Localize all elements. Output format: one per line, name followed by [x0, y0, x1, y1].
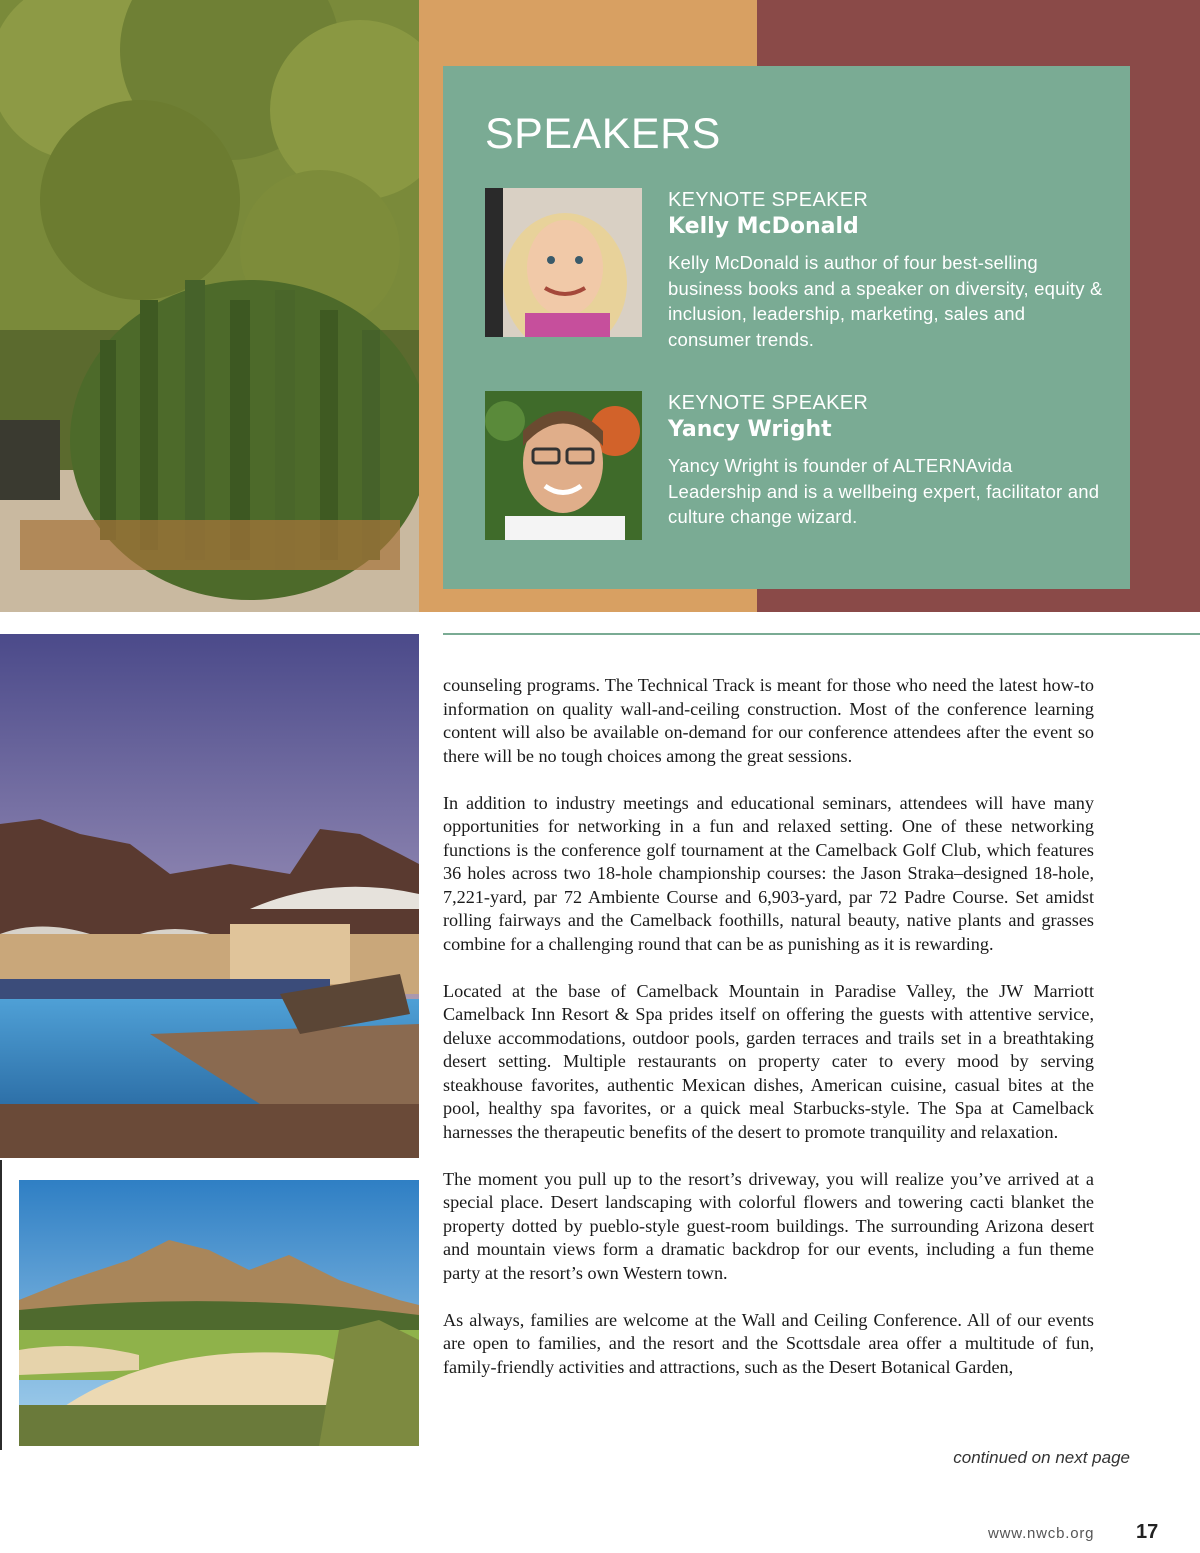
continued-note: continued on next page [953, 1448, 1130, 1467]
speaker-role: KEYNOTE SPEAKER [668, 392, 869, 414]
resort-pool-photo [0, 634, 419, 1158]
page-number: 17 [1136, 1521, 1159, 1543]
golf-course-photo [19, 1180, 419, 1446]
speakers-heading: SPEAKERS [485, 110, 721, 158]
section-divider [443, 633, 1200, 635]
speaker-role: KEYNOTE SPEAKER [668, 189, 869, 211]
speaker-bio: Kelly McDonald is author of four best-selling business books and a speaker on diversity, equity & inclusion, leadership, marketing, sales and consumer trends. [668, 252, 1103, 350]
article-paragraph: In addition to industry meetings and educational seminars, attendees will have many opportunities for networking in a fun and relaxed setting. One of these networking functions is the conference golf tournament at the Camelback Golf Club, which features 36 holes across two 18-hole championship courses: the Jason Straka–designed 18-hole, 7,221-yard, par 72 Ambiente Course and 6,903-yard, par 72 Padre Course. Set amidst rolling fairways and the Camelback foothills, natural beauty, native plants and grasses combine for a challenging round that can be as punishing as it is rewarding. [443, 792, 1094, 954]
article-paragraph: As always, families are welcome at the Wall and Ceiling Conference. All of our events are open to families, and the resort and the Scottsdale area offer a multitude of fun, family-friendly activities and attractions, such as the Desert Botanical Garden, [443, 1309, 1094, 1377]
kelly-mcdonald-portrait [485, 188, 642, 337]
yancy-wright-portrait [485, 391, 642, 540]
speaker-info [668, 188, 1108, 352]
cactus-photo [0, 0, 419, 612]
article-paragraph: counseling programs. The Technical Track is meant for those who need the latest how-to information on quality wall-and-ceiling construction. Most of the conference learning content will also be available on-demand for our conference attendees after the event so there will be no tough choices among the great sessions. [443, 675, 1094, 766]
speaker-info [668, 391, 1108, 530]
footer-url: www.nwcb.org [988, 1525, 1095, 1542]
speakers-panel [443, 66, 1130, 589]
speaker-name: Kelly McDonald [668, 214, 859, 239]
speaker-bio: Yancy Wright is founder of ALTERNAvida Leadership and is a wellbeing expert, facilitator and culture change wizard. [668, 455, 1100, 527]
article-body [443, 674, 1094, 1403]
speaker-name: Yancy Wright [668, 417, 832, 442]
left-edge-rule [0, 1160, 2, 1450]
article-paragraph: The moment you pull up to the resort’s driveway, you will realize you’ve arrived at a special place. Desert landscaping with colorful flowers and towering cacti blanket the property dotted by pueblo-style guest-room buildings. The surrounding Arizona desert and mountain views form a dramatic backdrop for our events, including a fun theme party at the resort’s own Western town. [443, 1168, 1094, 1283]
article-paragraph: Located at the base of Camelback Mountain in Paradise Valley, the JW Marriott Camelback Inn Resort & Spa prides itself on offering the guests with attentive service, deluxe accommodations, outdoor pools, garden terraces and trails set in a breathtaking desert setting. Multiple restaurants on property cater to every mood by serving steakhouse favorites, authentic Mexican dishes, American cuisine, casual bites at the pool, healthy spa favorites, or a quick meal Starbucks-style. The Spa at Camelback harnesses the therapeutic benefits of the desert to promote tranquility and relaxation. [443, 980, 1094, 1142]
